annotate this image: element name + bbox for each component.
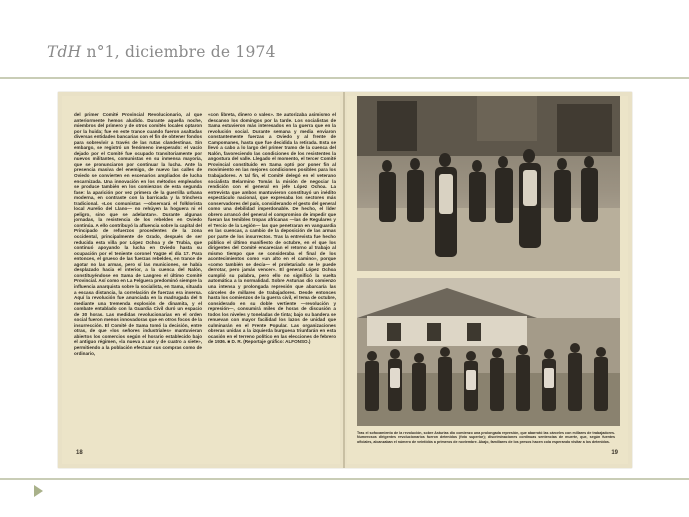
bottom-rule [0,478,689,480]
top-rule [0,77,689,79]
article-column-1: del primer Comité Provincial Revolucionario, al que anteriormente hemos aludido. Durante aquella noche, miembros del primero y de otros comités locales optaron por la huida; fue en este trance cuando fueron asaltadas diversas entidades bancarias con el fin de obtener fondos para sobrevivir a través de las rutas clandestinas. Sin embargo, se registró un fenómeno inesperado: el vacío dejado por el Comité fue ocupado transitoriamente por nuevos militantes, comunistas en su inmensa mayoría, que se pronunciaron por continuar la lucha. Ante la presencia masiva del enemigo, de nuevo las calles de Oviedo se convierten en escenarios ampliados de lucha encarnizada. Una innovación en los métodos empleados se produce también en los comienzos de esta segunda fase: la aparición por vez primera de la guerrilla urbana moderna, en contraste con la barricada y la trinchera tradicional. «Los comunistas —observará el folklorista local Aurelio del Llano— no rehúyen la hoguera ni el peligro, sino que se adelantan». Durante algunas jornadas, la resistencia de los rebeldes en Oviedo continúa. A ello contribuyó la afluencia sobre la capital del Principado de refuerzos procedentes de la zona occidental, principalmente de Grado, después de ser reducida esta villa por López Ochoa y de Trubia, que continuó apoyando la lucha en Oviedo hasta su ocupación por el teniente coronel Yagüe el día 17. Para entonces, el grueso de las fuerzas rebeldes, en trance de agotar no las armas, pero sí las municiones, se había desplazado hacia el interior, a la cuenca del Nalón, constituyéndose en Sama de Langreo el último Comité Provincial. Así como en La Felguera predominó siempre la influencia anarquista sobre la socialista, en Sama, situada a escasa distancia, la correlación de fuerzas era inversa. Aquí la revolución fue anunciada en la madrugada del 5 mediante una tremenda explosión de dinamita, y el combate entablado con la Guardia Civil duró un espacio de 30 horas. Las medidas revolucionarias en el orden social fueron menos innovadoras que en otros focos de la insurrección. El Comité de Sama tomó la decisión, entre otras, de que «los señores industriales» mantuvieran abiertos los comercios según el horario establecido bajo el antiguo régimen, «la nueva a uno y de cuatro a siete», permitiendo a la población efectuar sus compras como de ordinario, [74,112,202,356]
right-page [347,96,628,464]
slide-title [47,43,276,61]
next-slide-arrow-icon[interactable] [34,485,43,497]
magazine-spread-image [58,92,632,468]
page-gutter [343,92,345,468]
photo-detained-leaders [357,96,620,271]
magazine-name: TdH [47,43,82,61]
article-column-2: «con libreta, dinero o vales». Se autorizaba asimismo el descanso los domingos por la tarde. Los socialistas de Sama estuvieron más interesados en la guerra que en la revolución social. Durante semana y media enviaron constantemente fuerzas a Oviedo y al frente de Campomanes, hasta que fue decidida la retirada. Esta se llevó a cabo a lo largo del primer tramo de la cuenca del Nalón, favoreciendo las condiciones de los resistentes la angostura del valle. Llegado el momento, el tercer Comité Provincial constituido en Sama optó por poner fin al movimiento en las mejores condiciones posibles para los trabajadores. A tal fin, el Comité delegó en el veterano socialista Belarmino Tomás la misión de negociar la rendición con el general en jefe López Ochoa. La entrevista que ambos mantuvieron constituyó un inédito espectáculo nacional, que expresaba los sectores más conservadores del país, considerando el gesto del general como una debilidad imperdonable. De hecho, el líder obrero arrancó del general el compromiso de impedir que fueran las temibles tropas africanas —las de Regulares y el Tercio de la Legión— las que penetraran en vanguardia en las cuencas, a cambio de la deposición de las armas por parte de los insurrectos. Tras la entrevista fue hecho público el último manifiesto de octubre, en el que los dirigentes del Comité encarecían el retorno al trabajo al mismo tiempo que se consideraba el final de los acontecimientos como «un alto en el camino», porque «como también se decía— el proletariado se le puede derrotar, pero jamás vencer». El general López Ochoa cumplió su palabra, pero ello no significó la vuelta automática a la normalidad. Sobre Asturias dio comienzo una intensa y prolongada represión que abarcaría las cárceles de millares de trabajadores. Desde entonces hasta los comienzos de la guerra civil, el tema de octubre, considerado en su doble vertiente —revolución y represión—, consumirá miles de horas de discusión a todos los niveles y toneladas de tinta; bajo su bandera se renuevan con mayor facilidad los lazos de unidad que culminarán en el Frente Popular. Las organizaciones obreras unidas a la izquierda burguesa triunfarán en esta ocasión en el terreno político en las elecciones de febrero de 1936. ■ D. R. (Reportaje gráfico: ALFONSO.) [208,112,336,345]
right-page-number: 19 [611,450,618,456]
left-page [62,96,340,464]
photo-families-queue [357,278,620,426]
photo-caption: Tras el sofocamiento de la revolución, sobre Asturias dio comienzo una prolongada represión, que abarrotó las cárceles con millares de trabajadores. Numerosos dirigentes revolucionarios fueron detenidos (foto superior); discriminaciones continuas sentencias de muerte, que, según fuentes oficiales, alcanzaban el número de veintidós a primeros de noviembre. Abajo, familiares de los presos hacen cola esperando visitar a los detenidos. [357,431,615,444]
left-page-number: 18 [76,450,83,456]
issue-date: n°1, diciembre de 1974 [81,43,276,61]
